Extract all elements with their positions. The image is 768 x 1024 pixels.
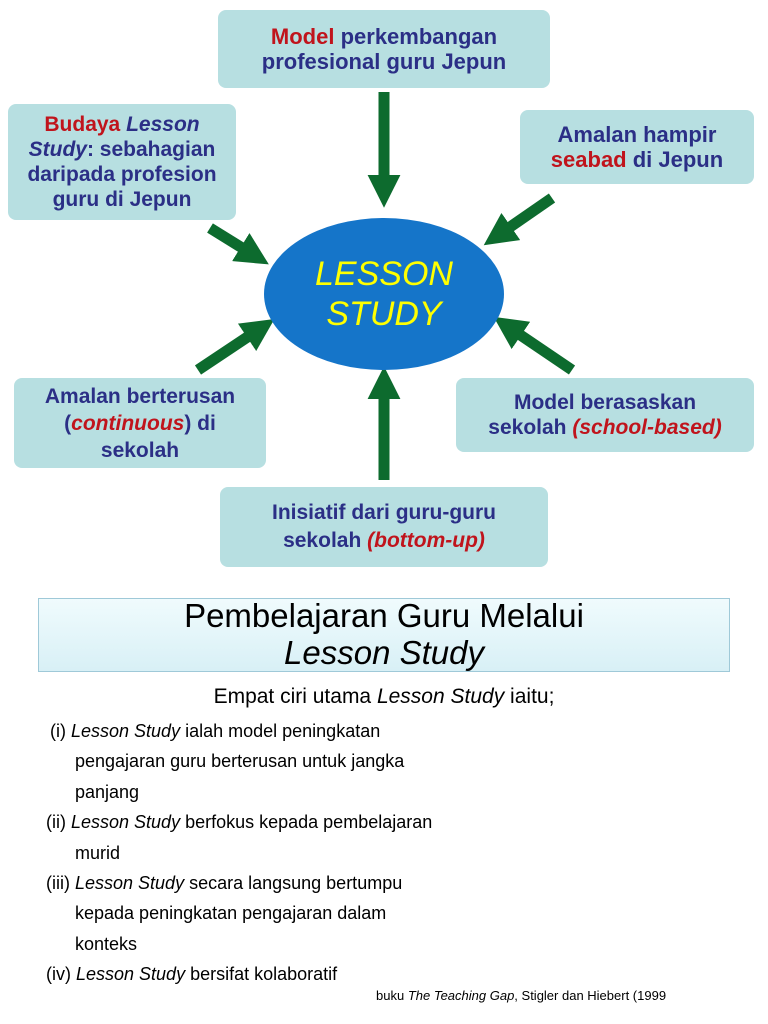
- right-bottom-box-red: (school-based): [572, 416, 722, 439]
- center-line2: STUDY: [326, 295, 442, 333]
- right-bottom-box: [456, 378, 754, 452]
- right-bottom-box-pre: sekolah: [488, 416, 573, 439]
- top-box-rest: perkembangan: [334, 24, 498, 49]
- list-num-4: (iv): [46, 964, 76, 985]
- citation-post: , Stigler dan Hiebert (1999: [514, 988, 667, 1003]
- left-top-box-ital2: Study: [28, 138, 87, 161]
- bottom-box-line1: Inisiatif dari guru-guru: [272, 501, 496, 524]
- left-bottom-box-line1: Amalan berterusan: [44, 384, 236, 408]
- left-top-box: [8, 104, 236, 220]
- intro-line: [0, 685, 768, 709]
- bottom-box: [220, 487, 548, 567]
- list-ital-2: Lesson Study: [71, 812, 181, 833]
- list-ital-1: Lesson Study: [71, 721, 181, 741]
- banner-line2: Lesson Study: [284, 634, 484, 671]
- top-box: [218, 10, 550, 88]
- list-ital-4: Lesson Study: [76, 964, 186, 985]
- list-item-2: [46, 807, 432, 837]
- list-cont-3b: konteks: [75, 933, 138, 954]
- intro-post: iaitu;: [504, 685, 555, 708]
- banner-line1: Pembelajaran Guru Melalui: [184, 597, 584, 634]
- right-top-box: [520, 110, 754, 184]
- list-item-3: [46, 868, 432, 898]
- left-bottom-box-open: (: [64, 411, 72, 435]
- citation-pre: buku: [376, 988, 408, 1003]
- left-bottom-box-close: ) di: [184, 411, 216, 435]
- list-text-4: bersifat kolaboratif: [185, 964, 338, 985]
- list-cont-3a: kepada peningkatan pengajaran dalam: [75, 903, 387, 924]
- features-list: [46, 716, 432, 990]
- arrow-right-top: [500, 198, 552, 234]
- left-top-box-line4: guru di Jepun: [52, 188, 192, 211]
- citation-ital: The Teaching Gap: [407, 988, 515, 1003]
- left-top-box-ital1: Lesson: [126, 113, 200, 136]
- right-top-box-line1: Amalan hampir: [557, 122, 717, 147]
- right-top-box-rest2: di Jepun: [626, 147, 724, 172]
- list-text-1: ialah model peningkatan: [180, 721, 381, 741]
- right-bottom-box-line1: Model berasaskan: [513, 391, 697, 414]
- list-cont-2a: murid: [75, 842, 121, 863]
- intro-ital: Lesson Study: [376, 685, 505, 708]
- arrow-right-bottom: [510, 328, 572, 370]
- left-top-box-rest2: : sebahagian: [86, 138, 216, 161]
- arrow-left-top: [210, 228, 252, 254]
- center-line1: LESSON: [315, 255, 453, 293]
- list-item-4: [46, 959, 432, 989]
- citation: [376, 988, 666, 1003]
- list-num-1: (i): [50, 721, 71, 741]
- list-cont-1b: panjang: [75, 781, 140, 802]
- lesson-study-ellipse: [264, 218, 504, 370]
- list-num-3: (iii): [46, 873, 75, 894]
- intro-pre: Empat ciri utama: [213, 685, 377, 708]
- list-item-1: [46, 716, 432, 746]
- list-ital-3: Lesson Study: [75, 873, 185, 894]
- list-text-2: berfokus kepada pembelajaran: [180, 812, 433, 833]
- left-bottom-box-red: continuous: [71, 411, 185, 435]
- top-box-line2: profesional guru Jepun: [261, 49, 507, 74]
- list-num-2: (ii): [46, 812, 71, 833]
- left-top-box-red: Budaya: [44, 113, 121, 136]
- bottom-box-pre: sekolah: [283, 529, 368, 552]
- left-top-box-line3: daripada profesion: [27, 163, 217, 186]
- bottom-box-red: (bottom-up): [367, 529, 485, 552]
- title-banner: [38, 598, 730, 672]
- left-bottom-box: [14, 378, 266, 468]
- list-cont-1a: pengajaran guru berterusan untuk jangka: [75, 751, 405, 772]
- arrow-left-bottom: [198, 330, 258, 370]
- right-top-box-red: seabad: [550, 147, 627, 172]
- left-bottom-box-line3: sekolah: [100, 438, 180, 462]
- top-box-red: Model: [270, 24, 335, 49]
- list-text-3: secara langsung bertumpu: [184, 873, 403, 894]
